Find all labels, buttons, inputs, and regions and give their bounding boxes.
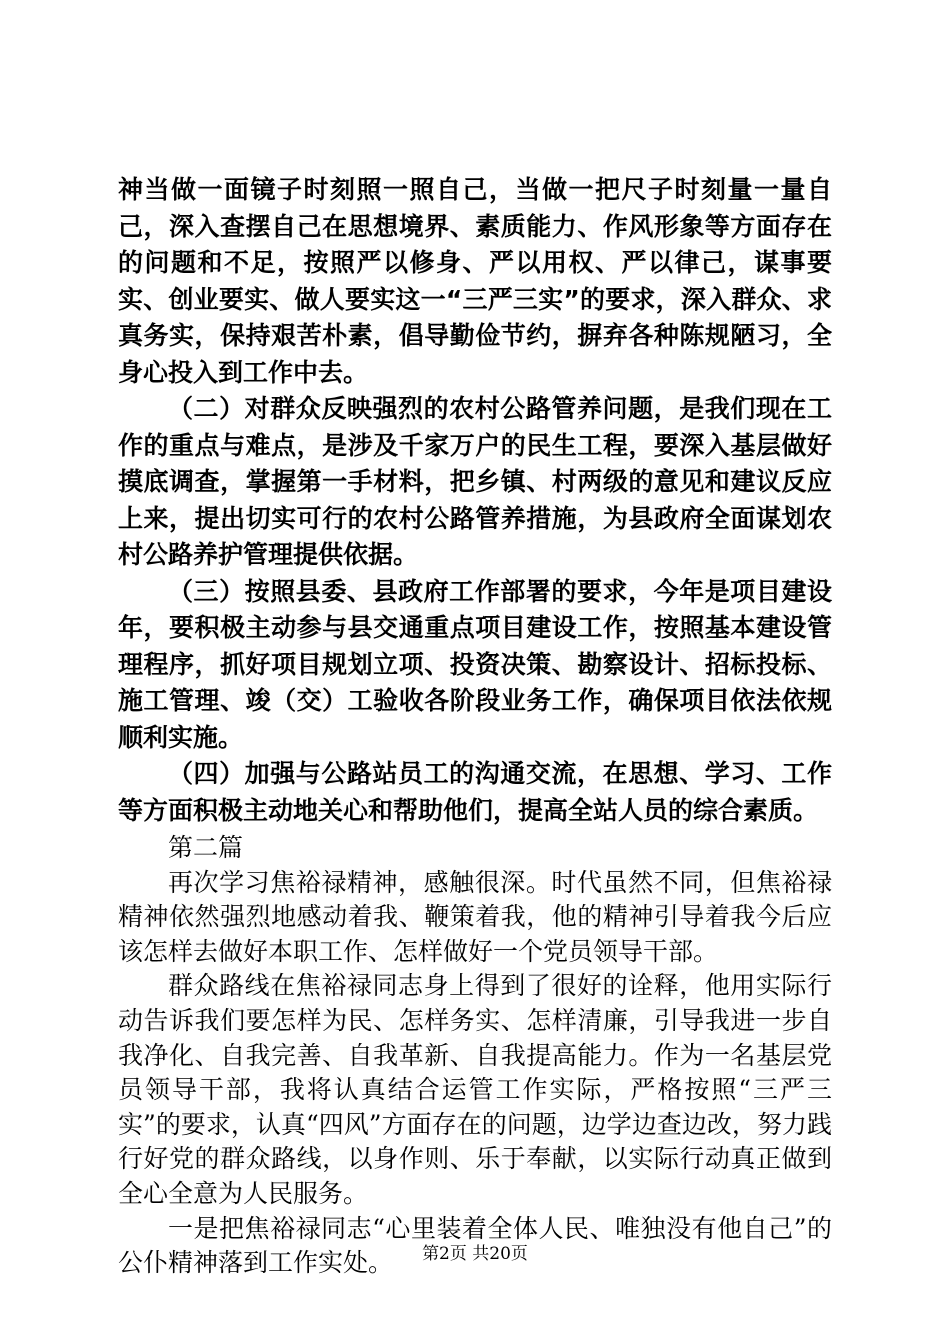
paragraph-point-one: 一是把焦裕禄同志“心里装着全体人民、唯独没有他自己”的公仆精神落到工作实处。 [118, 1213, 832, 1278]
document-body [118, 172, 832, 1281]
paragraph-item-3: （三）按照县委、县政府工作部署的要求，今年是项目建设年，要积极主动参与县交通重点项目建设工作，按照基本建设管理程序，抓好项目规划立项、投资决策、勘察设计、招标投标、施工管理、竣（交）工验收各阶段业务工作，确保项目依法依规顺利实施。 [118, 576, 832, 752]
page-footer: 第2页 共20页 [422, 1244, 528, 1264]
paragraph-item-2: （二）对群众反映强烈的农村公路管养问题，是我们现在工作的重点与难点，是涉及千家万户的民生工程，要深入基层做好摸底调查，掌握第一手材料，把乡镇、村两级的意见和建议反应上来，提出切实可行的农村公路管养措施，为县政府全面谋划农村公路养护管理提供依据。 [118, 394, 832, 569]
paragraph-item-4: （四）加强与公路站员工的沟通交流，在思想、学习、工作等方面积极主动地关心和帮助他们，提高全站人员的综合素质。 [118, 759, 832, 825]
paragraph-continuation: 神当做一面镜子时刻照一照自己，当做一把尺子时刻量一量自己，深入查摆自己在思想境界、素质能力、作风形象等方面存在的问题和不足，按照严以修身、严以用权、严以律己，谋事要实、创业要实、做人要实这一“三严三实”的要求，深入群众、求真务实，保持艰苦朴素，倡导勤俭节约，摒弃各种陈规陋习，全身心投入到工作中去。 [118, 175, 832, 387]
section-heading: 第二篇 [168, 833, 244, 862]
paragraph-mass-line: 群众路线在焦裕禄同志身上得到了很好的诠释，他用实际行动告诉我们要怎样为民、怎样务实、怎样清廉，引导我进一步自我净化、自我完善、自我革新、自我提高能力。作为一名基层党员领导干部，我将认真结合运管工作实际，严格按照“三严三实”的要求，认真“四风”方面存在的问题，边学边查边改，努力践行好党的群众路线，以身作则、乐于奉献，以实际行动真正做到全心全意为人民服务。 [118, 971, 832, 1208]
paragraph-intro: 再次学习焦裕禄精神，感触很深。时代虽然不同，但焦裕禄精神依然强烈地感动着我、鞭策着我，他的精神引导着我今后应该怎样去做好本职工作、怎样做好一个党员领导干部。 [118, 867, 832, 966]
